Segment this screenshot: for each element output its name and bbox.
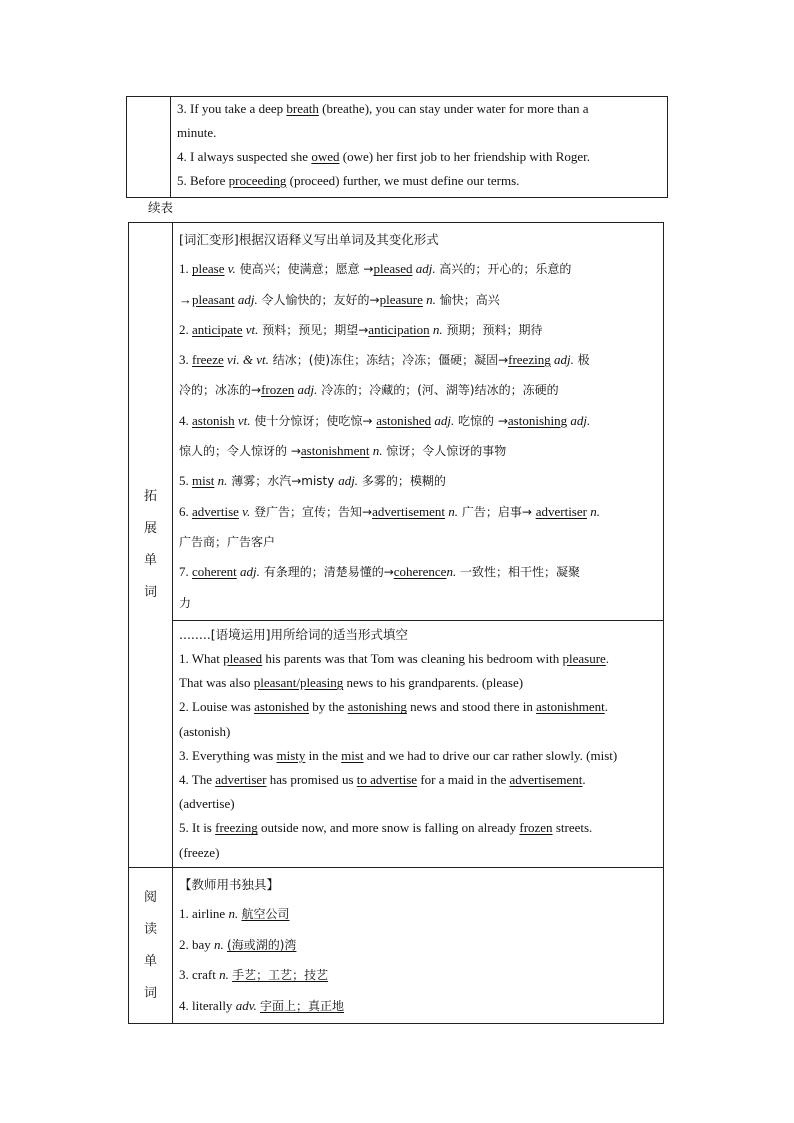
reading-word: 2. bay n. (海或湖的)湾	[179, 936, 297, 952]
vocab-table-top	[126, 96, 668, 198]
word-entry: →pleasant adj. 令人愉快的；友好的→pleasure n. 愉快；高兴	[179, 291, 500, 307]
section-heading: 【教师用书独具】	[179, 876, 280, 892]
word-entry: 2. anticipate vt. 预料；预见；期望→anticipation n. 预期；预料；期待	[179, 321, 543, 337]
sentence-list-top	[171, 97, 668, 198]
context-usage-section	[173, 620, 664, 867]
sentence-line: 5. Before proceeding (proceed) further, we must define our terms.	[177, 173, 520, 188]
section-heading: ........[语境运用]用所给词的适当形式填空	[179, 626, 409, 642]
usage-sentence: That was also pleasant/pleasing news to his grandparents. (please)	[179, 675, 524, 691]
side-label-expand: 拓 展 单 词	[129, 223, 173, 868]
section-heading: [词汇变形]根据汉语释义写出单词及其变化形式	[179, 232, 439, 247]
usage-sentence: (freeze)	[179, 844, 220, 860]
word-entry: 6. advertise v. 登广告；宣传；告知→advertisement n. 广告；启事→ advertiser n.	[179, 503, 600, 519]
reading-words-section	[173, 867, 664, 1024]
side-label-reading: 阅 读 单 词	[129, 867, 173, 1024]
sentence-line: 4. I always suspected she owed (owe) her first job to her friendship with Roger.	[177, 149, 591, 164]
usage-sentence: 5. It is freezing outside now, and more snow is falling on already frozen streets.	[179, 820, 593, 836]
vocab-table-main	[128, 222, 664, 1024]
word-entry: 广告商；广告客户	[179, 534, 276, 549]
usage-sentence: (advertise)	[179, 796, 235, 812]
word-entry: 冷的；冰冻的→frozen adj. 冷冻的；冷藏的；(河、湖等)结冰的；冻硬的	[179, 382, 559, 398]
table-continued-caption: 续表	[148, 200, 174, 215]
usage-sentence: 3. Everything was misty in the mist and we had to drive our car rather slowly. (mist)	[179, 747, 618, 763]
reading-word: 3. craft n. 手艺；工艺；技艺	[179, 967, 329, 983]
sentence-line: minute.	[177, 125, 217, 140]
word-entry: 惊人的；令人惊讶的 →astonishment n. 惊讶；令人惊讶的事物	[179, 443, 507, 459]
reading-word: 1. airline n. 航空公司	[179, 906, 290, 922]
side-cell-empty	[127, 97, 171, 198]
sentence-line: 3. If you take a deep breath (breathe), you can stay under water for more than a	[177, 101, 589, 116]
word-entry: 5. mist n. 薄雾；水汽→misty adj. 多雾的；模糊的	[179, 473, 446, 489]
usage-sentence: (astonish)	[179, 723, 231, 739]
word-entry: 4. astonish vt. 使十分惊讶；使吃惊→ astonished adj. 吃惊的 →astonishing adj.	[179, 412, 591, 428]
word-entry: 1. please v. 使高兴；使满意；愿意 →pleased adj. 高兴的；开心的；乐意的	[179, 261, 572, 277]
word-forms-section	[173, 223, 664, 621]
word-entry: 力	[179, 595, 192, 610]
word-entry: 7. coherent adj. 有条理的；清楚易懂的→coherencen. 一致性；相干性；凝聚	[179, 564, 581, 580]
usage-sentence: 1. What pleased his parents was that Tom was cleaning his bedroom with pleasure.	[179, 651, 610, 667]
word-entry: 3. freeze vi. & vt. 结冰；(使)冻住；冻结；冷冻；僵硬；凝固→freezing adj. 极	[179, 352, 590, 368]
reading-word: 4. literally adv. 宇面上；真正地	[179, 997, 345, 1013]
usage-sentence: 2. Louise was astonished by the astonishing news and stood there in astonishment.	[179, 699, 608, 715]
usage-sentence: 4. The advertiser has promised us to advertise for a maid in the advertisement.	[179, 772, 586, 788]
